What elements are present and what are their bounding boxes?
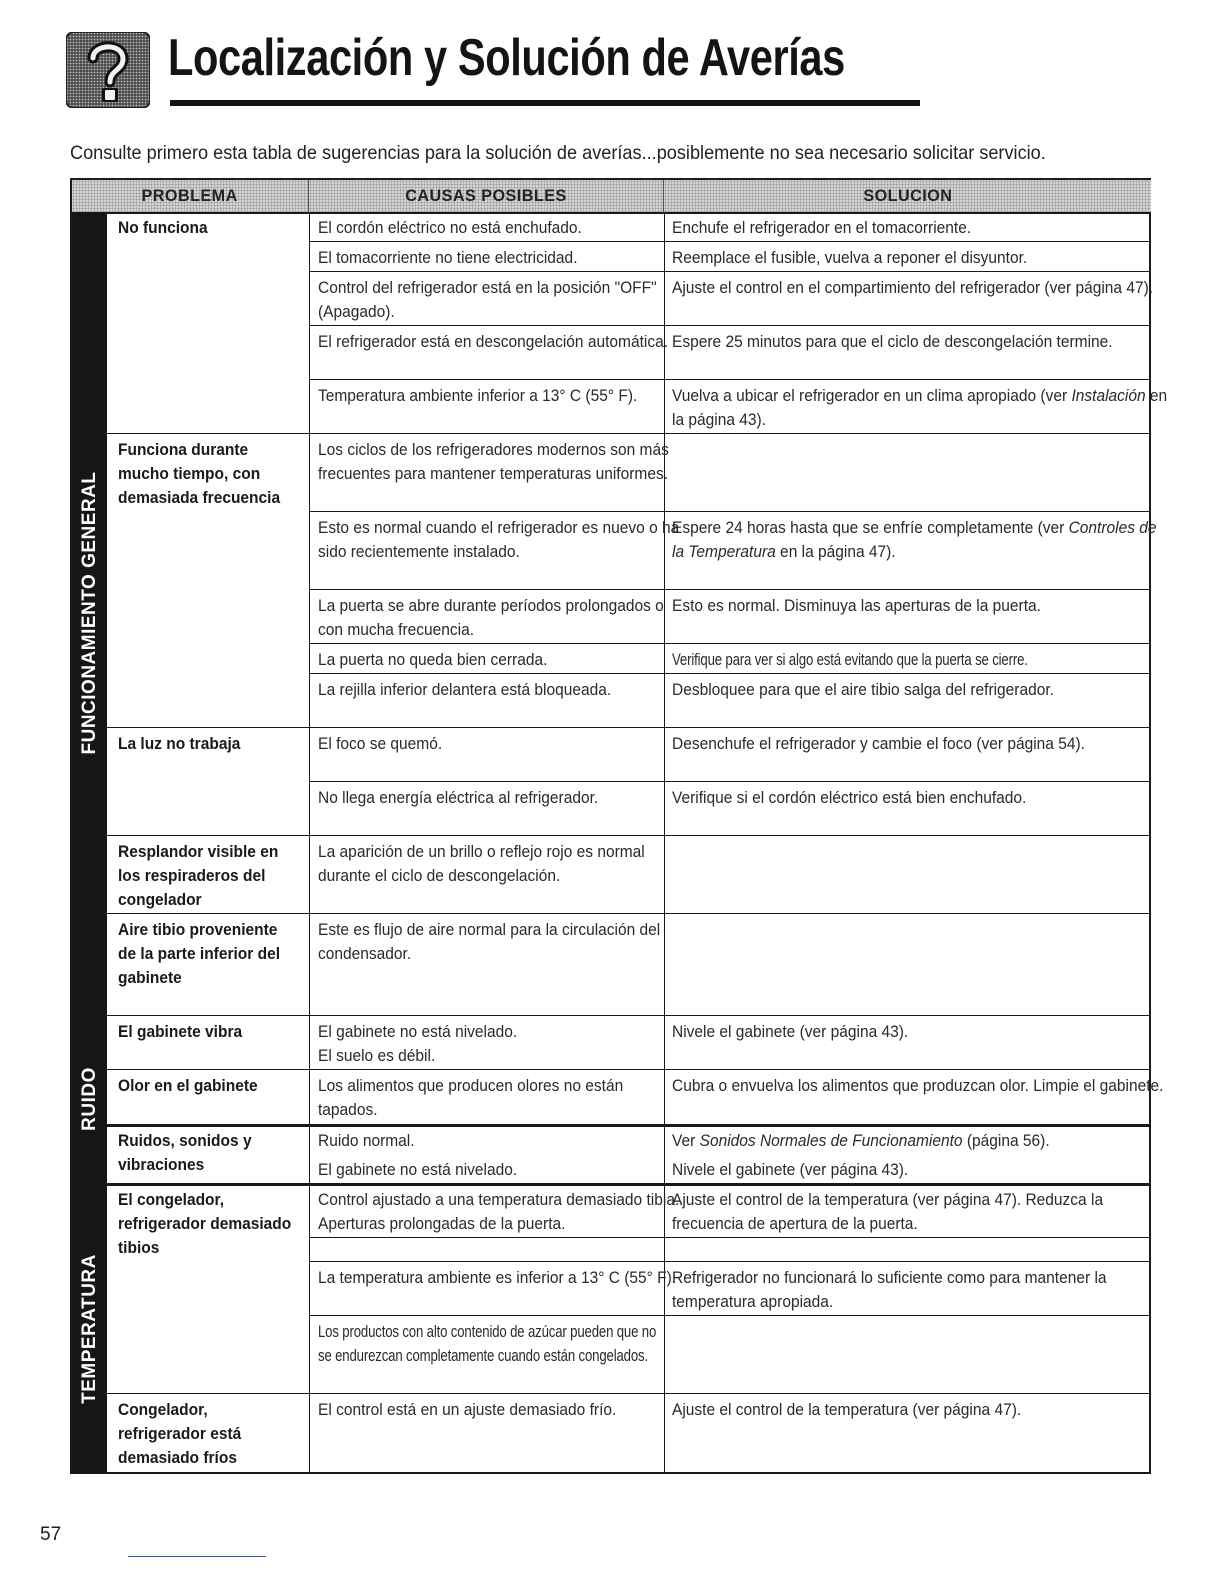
- header-causas: CAUSAS POSIBLES: [309, 180, 664, 214]
- solution: Ver Sonidos Normales de Funcionamiento (página 56).: [672, 1132, 1050, 1150]
- solution: Nivele el gabinete (ver página 43).: [672, 1161, 909, 1179]
- problem-olor: Olor en el gabinete: [118, 1077, 258, 1095]
- cause: El suelo es débil.: [318, 1047, 436, 1065]
- cause: La rejilla inferior delantera está bloqueada.: [318, 681, 612, 699]
- problem-demasiado-frios: Congelador, refrigerador está demasiado fríos: [118, 1401, 242, 1467]
- solution: Verifique para ver si algo está evitando que la puerta se cierre.: [672, 651, 1028, 669]
- cause: La puerta no queda bien cerrada.: [318, 651, 548, 669]
- header-solucion: SOLUCION: [664, 180, 1151, 214]
- cause: La aparición de un brillo o reflejo rojo es normal durante el ciclo de descongelación.: [318, 843, 645, 885]
- problem-no-funciona: No funciona: [118, 219, 208, 237]
- page-title: Localización y Solución de Averías: [168, 29, 845, 87]
- cause: Temperatura ambiente inferior a 13° C (55° F).: [318, 387, 638, 405]
- solution: Esto es normal. Disminuya las aperturas de la puerta.: [672, 597, 1041, 615]
- bottom-rule: [128, 1556, 266, 1557]
- cause: Los alimentos que producen olores no están tapados.: [318, 1077, 624, 1119]
- column-divider: [309, 212, 310, 1472]
- solution: Espere 25 minutos para que el ciclo de descongelación termine.: [672, 333, 1113, 351]
- solution: Reemplace el fusible, vuelva a reponer el disyuntor.: [672, 249, 1028, 267]
- cause: El refrigerador está en descongelación automática.: [318, 333, 669, 351]
- cause: El control está en un ajuste demasiado frío.: [318, 1401, 617, 1419]
- question-mark-icon: [66, 32, 150, 108]
- problem-gabinete-vibra: El gabinete vibra: [118, 1023, 243, 1041]
- problem-funciona-mucho: Funciona durante mucho tiempo, con demasiada frecuencia: [118, 441, 281, 507]
- problem-aire-tibio: Aire tibio proveniente de la parte inferior del gabinete: [118, 921, 281, 987]
- problem-demasiado-tibios: El congelador, refrigerador demasiado tibios: [118, 1191, 292, 1257]
- cause: El tomacorriente no tiene electricidad.: [318, 249, 578, 267]
- solution: Espere 24 horas hasta que se enfríe completamente (ver Controles de la Temperatura en la página 47).: [672, 519, 1157, 561]
- section-ruido: RUIDO: [72, 1014, 107, 1184]
- cause: Ruido normal.: [318, 1132, 415, 1150]
- cause: La puerta se abre durante períodos prolongados o con mucha frecuencia.: [318, 597, 664, 639]
- cause: La temperatura ambiente es inferior a 13° C (55° F).: [318, 1269, 677, 1287]
- solution: Desenchufe el refrigerador y cambie el foco (ver página 54).: [672, 735, 1085, 753]
- title-underline: [170, 100, 920, 106]
- intro-text: Consulte primero esta tabla de sugerencias para la solución de averías...posiblemente no sea necesario solicitar servicio.: [70, 142, 1046, 164]
- cause: El gabinete no está nivelado.: [318, 1161, 518, 1179]
- cause: No llega energía eléctrica al refrigerador.: [318, 789, 599, 807]
- cause: El gabinete no está nivelado.: [318, 1023, 518, 1041]
- solution: Cubra o envuelva los alimentos que produzcan olor. Limpie el gabinete.: [672, 1077, 1164, 1095]
- solution: Nivele el gabinete (ver página 43).: [672, 1023, 909, 1041]
- problem-resplandor: Resplandor visible en los respiraderos del congelador: [118, 843, 279, 909]
- cause: Los ciclos de los refrigeradores modernos son más frecuentes para mantener temperaturas uniformes.: [318, 441, 669, 483]
- page-number: 57: [40, 1524, 62, 1545]
- cause: Esto es normal cuando el refrigerador es nuevo o ha sido recientemente instalado.: [318, 519, 680, 561]
- problem-luz: La luz no trabaja: [118, 735, 241, 753]
- troubleshooting-table: [70, 178, 1168, 1474]
- problem-ruidos: Ruidos, sonidos y vibraciones: [118, 1132, 252, 1174]
- solution: Ajuste el control de la temperatura (ver página 47).: [672, 1401, 1022, 1419]
- cause: El foco se quemó.: [318, 735, 443, 753]
- cause: Control del refrigerador está en la posición "OFF" (Apagado).: [318, 279, 657, 321]
- solution: Verifique si el cordón eléctrico está bien enchufado.: [672, 789, 1027, 807]
- cause: Control ajustado a una temperatura demasiado tibia. Aperturas prolongadas de la puerta.: [318, 1191, 680, 1233]
- cause: Este es flujo de aire normal para la circulación del condensador.: [318, 921, 661, 963]
- solution: Refrigerador no funcionará lo suficiente como para mantener la temperatura apropiada.: [672, 1269, 1107, 1311]
- cause: Los productos con alto contenido de azúcar pueden que no se endurezcan completamente cuando están congelados.: [318, 1323, 657, 1365]
- section-temperatura: TEMPERATURA: [72, 1184, 107, 1474]
- solution: Vuelva a ubicar el refrigerador en un clima apropiado (ver Instalación en la página 43).: [672, 387, 1168, 429]
- header-problema: PROBLEMA: [72, 180, 309, 214]
- solution: Enchufe el refrigerador en el tomacorriente.: [672, 219, 972, 237]
- section-general: FUNCIONAMIENTO GENERAL: [72, 212, 107, 1014]
- solution: Ajuste el control de la temperatura (ver página 47). Reduzca la frecuencia de apertura de la puerta.: [672, 1191, 1104, 1233]
- cause: El cordón eléctrico no está enchufado.: [318, 219, 582, 237]
- solution: Desbloquee para que el aire tibio salga del refrigerador.: [672, 681, 1054, 699]
- solution: Ajuste el control en el compartimiento del refrigerador (ver página 47).: [672, 279, 1154, 297]
